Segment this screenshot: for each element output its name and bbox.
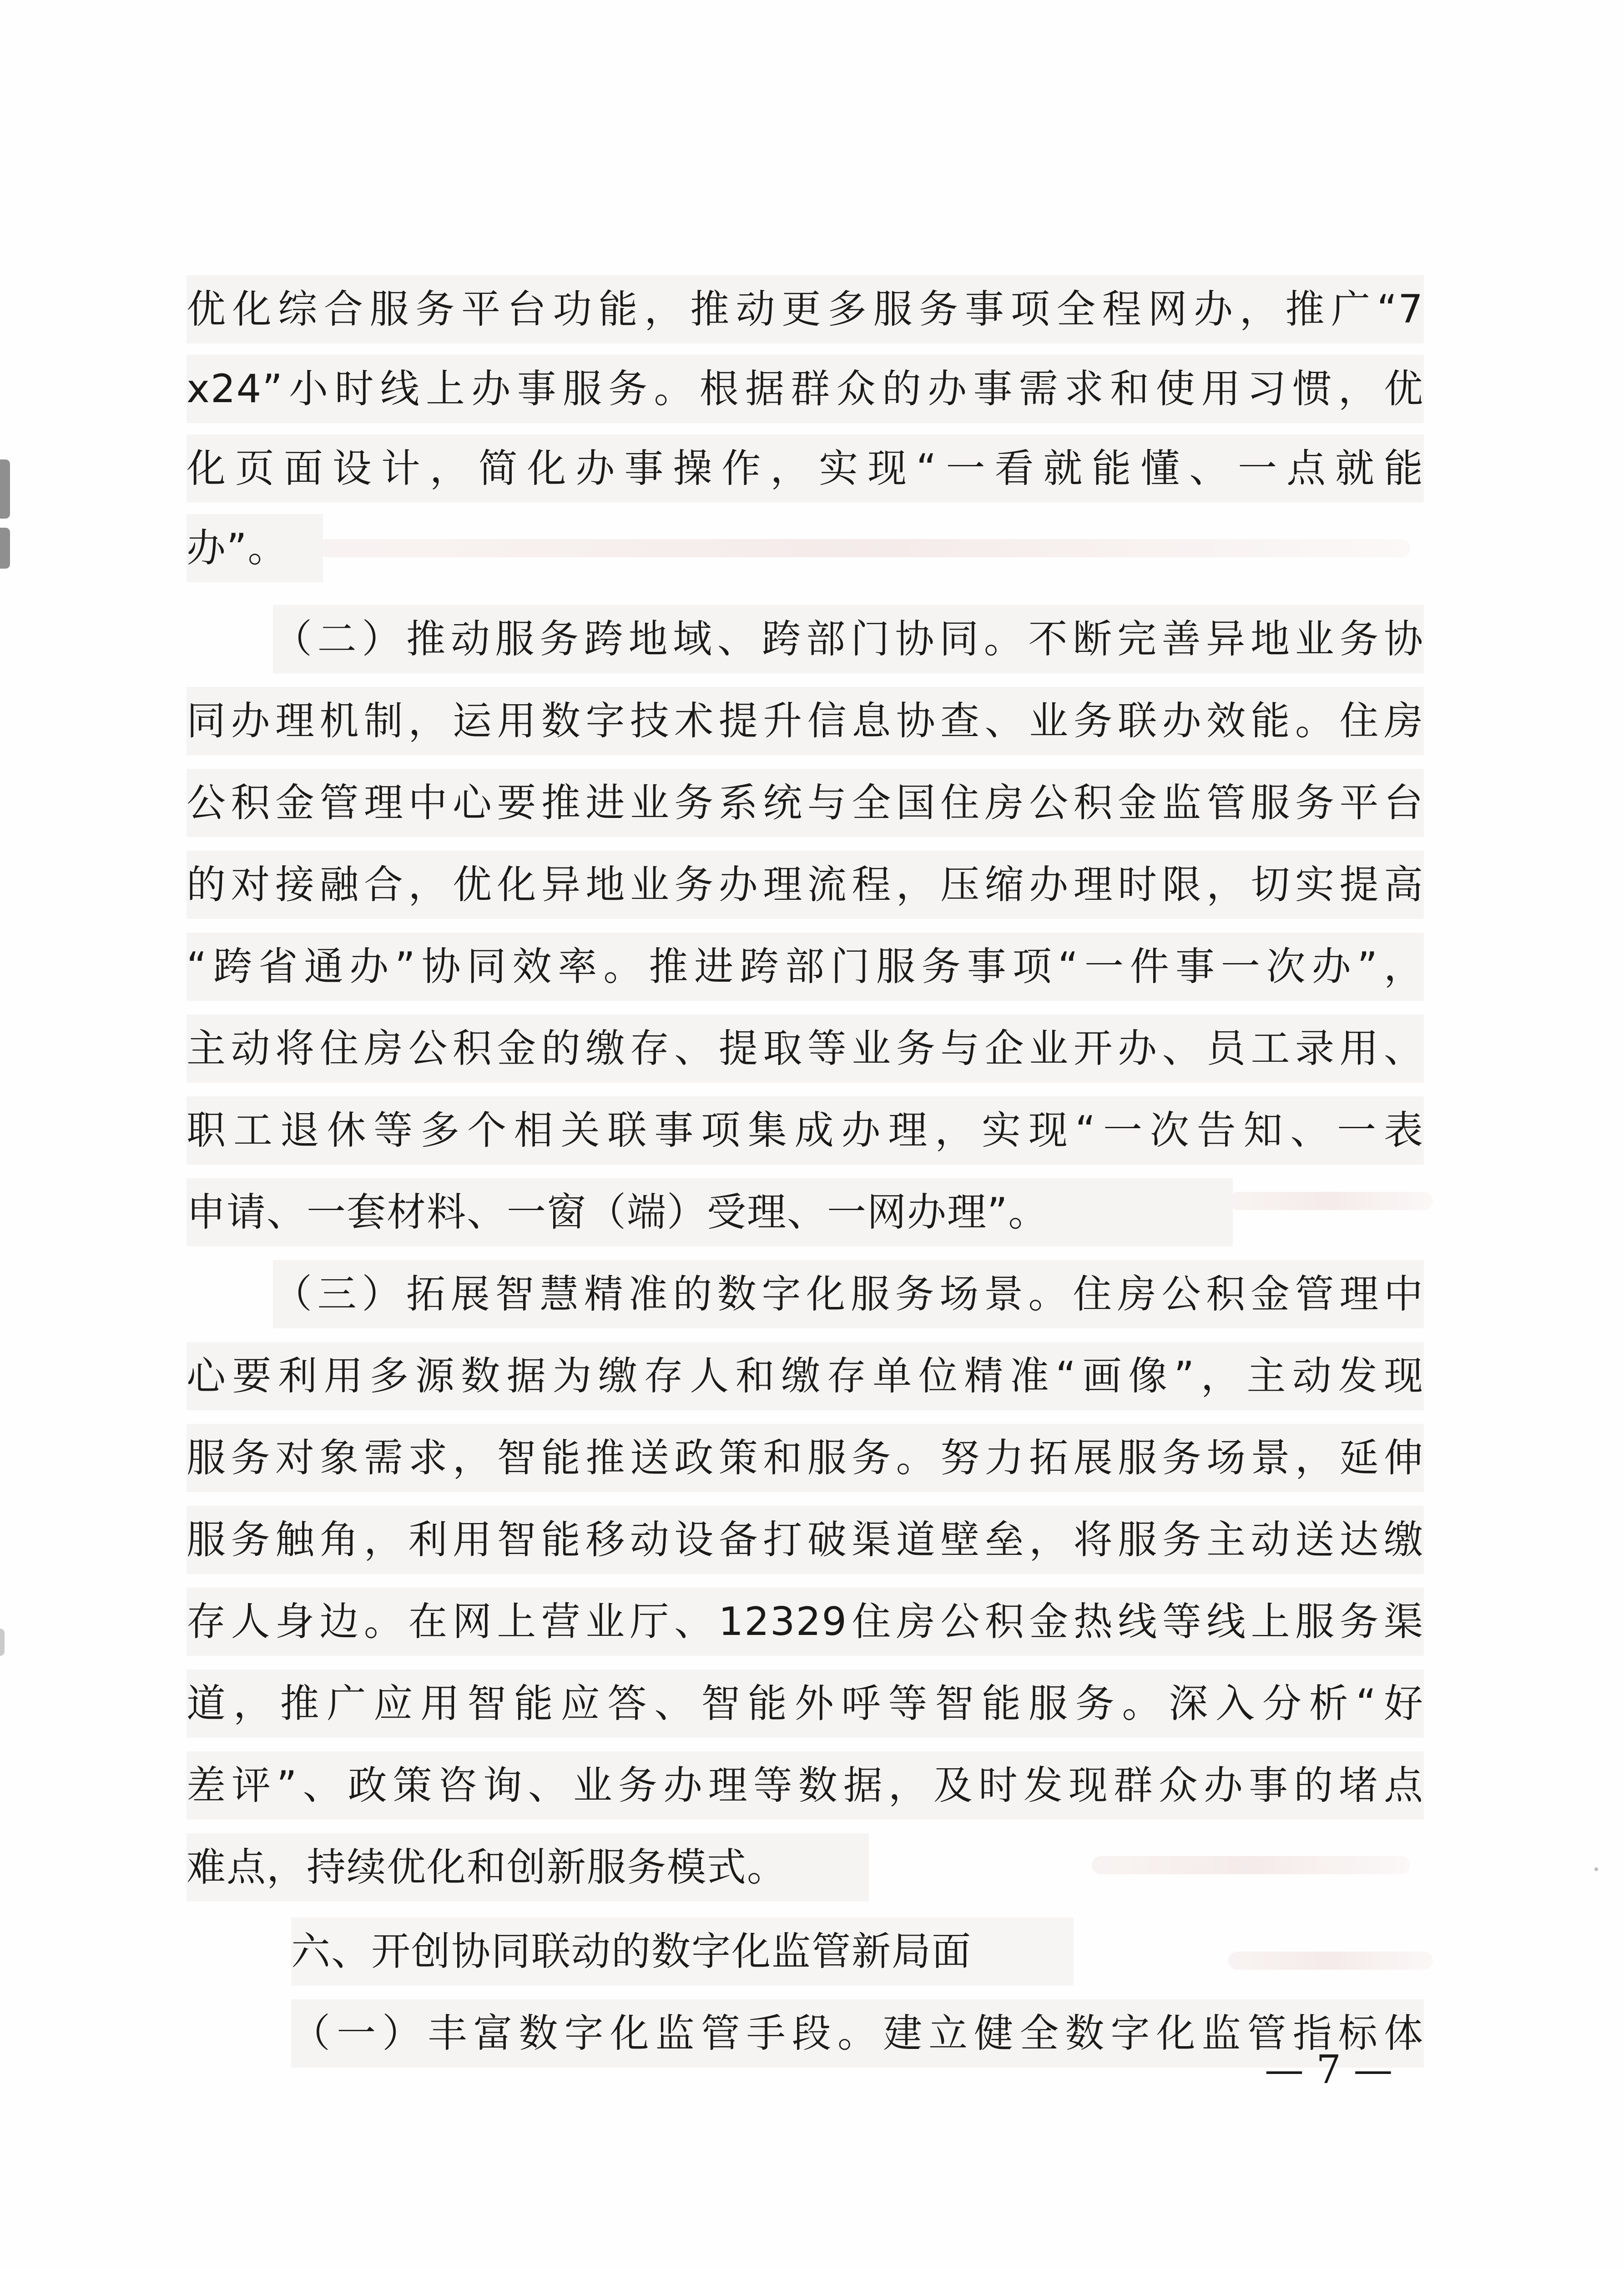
bleed-through-mark [1228,1952,1433,1970]
body-line: 申请、一套材料、一窗（端）受理、一网办理”。 [187,1178,1233,1246]
body-line: “跨省通办”协同效率。推进跨部门服务事项“一件事一次办”， [187,933,1424,1001]
body-line: 的对接融合，优化异地业务办理流程，压缩办理时限，切实提高 [187,851,1424,919]
body-line: 差评”、政策咨询、业务办理等数据，及时发现群众办事的堵点 [187,1751,1424,1820]
body-line: 存人身边。在网上营业厅、12329住房公积金热线等线上服务渠 [187,1588,1424,1656]
body-line: 心要利用多源数据为缴存人和缴存单位精准“画像”，主动发现 [187,1342,1424,1410]
binding-mark [0,1629,5,1656]
body-line: 化页面设计，简化办事操作，实现“一看就能懂、一点就能 [187,434,1424,503]
body-line: 主动将住房公积金的缴存、提取等业务与企业开办、员工录用、 [187,1014,1424,1083]
bleed-through-mark [318,539,1410,557]
page-number: — 7 — [1265,2047,1393,2093]
body-line: 公积金管理中心要推进业务系统与全国住房公积金监管服务平台 [187,769,1424,837]
section-heading-line: （二）推动服务跨地域、跨部门协同。不断完善异地业务协 [273,605,1424,673]
scan-speck [1594,1867,1598,1871]
section-heading-line: （三）拓展智慧精准的数字化服务场景。住房公积金管理中 [273,1260,1424,1328]
bleed-through-mark [1228,1192,1433,1210]
body-line: 难点，持续优化和创新服务模式。 [187,1833,869,1902]
body-line: 服务触角，利用智能移动设备打破渠道壁垒，将服务主动送达缴 [187,1506,1424,1574]
body-line: 服务对象需求，智能推送政策和服务。努力拓展服务场景，延伸 [187,1424,1424,1492]
bleed-through-mark [1092,1856,1410,1874]
section-heading-line: （一）丰富数字化监管手段。建立健全数字化监管指标体 [291,1999,1424,2068]
body-line: x24”小时线上办事服务。根据群众的办事需求和使用习惯，优 [187,355,1424,423]
body-line: 办”。 [187,514,323,582]
chapter-heading: 六、开创协同联动的数字化监管新局面 [291,1917,1074,1986]
binding-mark [0,459,10,519]
body-line: 道，推广应用智能应答、智能外呼等智能服务。深入分析“好 [187,1670,1424,1738]
binding-mark [0,528,10,569]
body-line: 同办理机制，运用数字技术提升信息协查、业务联办效能。住房 [187,687,1424,755]
body-line: 职工退休等多个相关联事项集成办理，实现“一次告知、一表 [187,1096,1424,1165]
body-line: 优化综合服务平台功能，推动更多服务事项全程网办，推广“7 [187,275,1424,343]
